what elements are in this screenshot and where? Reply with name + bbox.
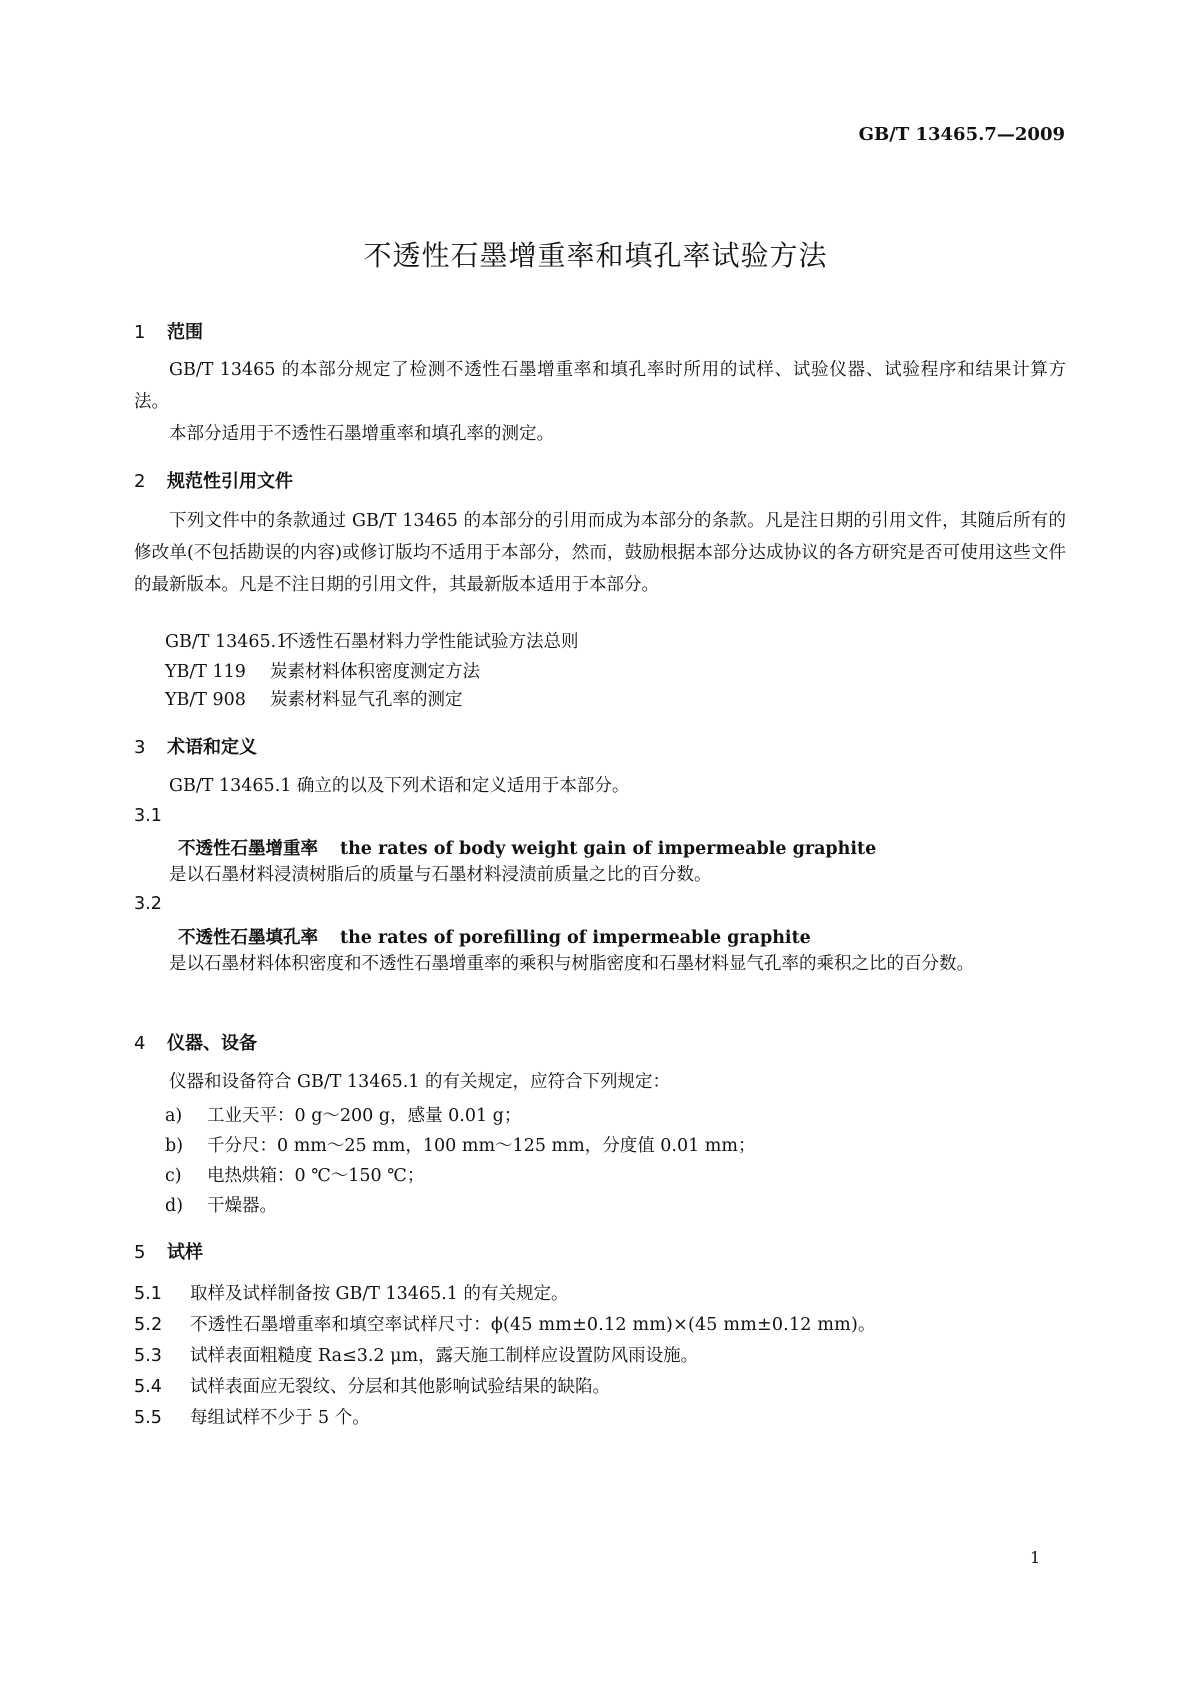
list-item	[165, 1132, 756, 1157]
list-label: c)	[165, 1166, 182, 1186]
standard-code: GB/T 13465.7—2009	[858, 124, 1065, 145]
reference-name: 炭素材料体积密度测定方法	[270, 662, 480, 682]
section-title: 试样	[167, 1242, 203, 1263]
clause-text: 试样表面应无裂纹、分层和其他影响试验结果的缺陷。	[190, 1377, 610, 1397]
section-2-paragraph-1: 下列文件中的条款通过 GB/T 13465 的本部分的引用而成为本部分的条款。凡是注日期的引用文件，其随后所有的修改单(不包括勘误的内容)或修订版均不适用于本部分，然而，鼓励根据本部分达成协议的各方研究是否可使用这些文件的最新版本。凡是不注日期的引用文件，其最新版本适用于本部分。	[134, 511, 1066, 595]
section-number: 2	[134, 471, 146, 492]
list-item	[165, 1102, 521, 1127]
reference-name: 炭素材料显气孔率的测定	[270, 690, 463, 710]
section-4-paragraph-1: 仪器和设备符合 GB/T 13465.1 的有关规定，应符合下列规定：	[169, 1072, 670, 1092]
section-1-paragraph-2: 本部分适用于不透性石墨增重率和填孔率的测定。	[169, 424, 554, 444]
list-item	[165, 1192, 277, 1217]
term-definition: 是以石墨材料体积密度和不透性石墨增重率的乘积与树脂密度和石墨材料显气孔率的乘积之比的百分数。	[169, 954, 974, 974]
clause-item	[134, 1373, 610, 1398]
clause-item	[134, 1311, 876, 1336]
reference-item	[165, 658, 480, 683]
clause-number: 5.1	[134, 1284, 162, 1304]
section-3-heading	[134, 733, 257, 759]
section-number: 3	[134, 737, 146, 758]
term-heading	[178, 835, 876, 860]
term-number: 3.2	[134, 894, 162, 914]
section-1-heading	[134, 318, 203, 344]
clause-item	[134, 1280, 568, 1305]
section-3-paragraph-1: GB/T 13465.1 确立的以及下列术语和定义适用于本部分。	[169, 776, 630, 796]
list-text: 千分尺：0 mm～25 mm，100 mm～125 mm，分度值 0.01 mm；	[207, 1136, 756, 1156]
term-chinese: 不透性石墨填孔率	[178, 928, 318, 948]
term-english: the rates of porefilling of impermeable graphite	[340, 928, 811, 948]
clause-text: 试样表面粗糙度 Ra≤3.2 μm，露天施工制样应设置防风雨设施。	[190, 1346, 699, 1366]
document-title: 不透性石墨增重率和填孔率试验方法	[363, 239, 828, 272]
term-definition: 是以石墨材料浸渍树脂后的质量与石墨材料浸渍前质量之比的百分数。	[169, 865, 712, 885]
section-number: 5	[134, 1242, 146, 1263]
reference-item	[165, 628, 579, 653]
clause-number: 5.4	[134, 1377, 162, 1397]
reference-code: GB/T 13465.1	[165, 632, 288, 652]
reference-code: YB/T 908	[165, 690, 246, 710]
section-title: 范围	[167, 322, 203, 343]
list-text: 干燥器。	[207, 1196, 277, 1216]
list-text: 电热烘箱：0 ℃～150 ℃；	[207, 1166, 425, 1186]
section-1-paragraph-1: GB/T 13465 的本部分规定了检测不透性石墨增重率和填孔率时所用的试样、试验仪器、试验程序和结果计算方法。	[134, 360, 1066, 412]
list-item	[165, 1162, 424, 1187]
section-title: 规范性引用文件	[167, 471, 293, 492]
reference-name: 不透性石墨材料力学性能试验方法总则	[281, 632, 579, 652]
section-5-heading	[134, 1238, 203, 1264]
term-number: 3.1	[134, 806, 162, 826]
term-heading	[178, 924, 811, 949]
term-english: the rates of body weight gain of impermeable graphite	[340, 839, 877, 859]
reference-code: YB/T 119	[165, 662, 246, 682]
term-chinese: 不透性石墨增重率	[178, 839, 318, 859]
list-label: b)	[165, 1136, 184, 1156]
clause-number: 5.5	[134, 1408, 162, 1428]
section-number: 4	[134, 1033, 146, 1054]
clause-number: 5.3	[134, 1346, 162, 1366]
section-2-heading	[134, 467, 293, 493]
clause-item	[134, 1404, 370, 1429]
reference-item	[165, 686, 463, 711]
list-text: 工业天平：0 g～200 g，感量 0.01 g；	[207, 1106, 522, 1126]
page-number: 1	[1030, 1548, 1041, 1567]
section-title: 术语和定义	[167, 737, 257, 758]
section-4-heading	[134, 1029, 257, 1055]
clause-text: 不透性石墨增重率和填空率试样尺寸：ϕ(45 mm±0.12 mm)×(45 mm±0.12 mm)。	[190, 1315, 876, 1335]
list-label: d)	[165, 1196, 184, 1216]
clause-number: 5.2	[134, 1315, 163, 1335]
clause-text: 每组试样不少于 5 个。	[190, 1408, 370, 1428]
section-title: 仪器、设备	[167, 1033, 257, 1054]
section-number: 1	[134, 322, 146, 343]
list-label: a)	[165, 1106, 183, 1126]
clause-item	[134, 1342, 698, 1367]
clause-text: 取样及试样制备按 GB/T 13465.1 的有关规定。	[190, 1284, 569, 1304]
